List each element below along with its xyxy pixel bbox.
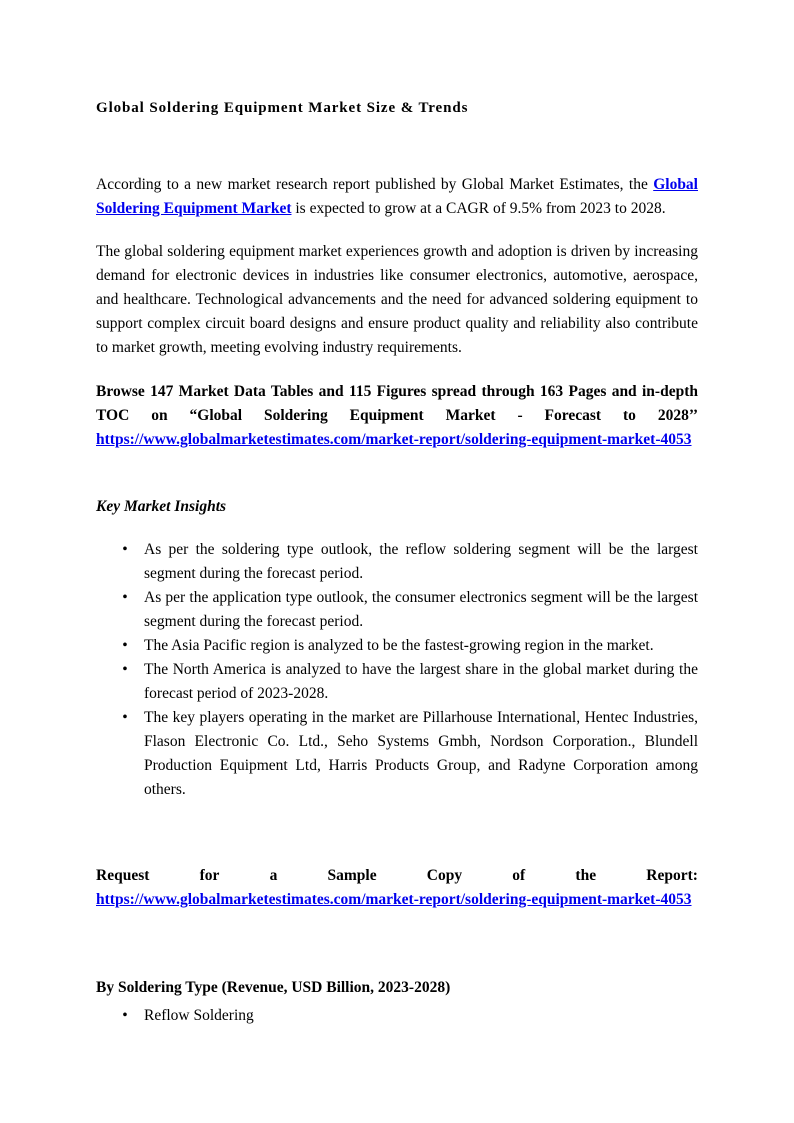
list-item bbox=[96, 1004, 698, 1028]
key-insights-heading: Key Market Insights bbox=[96, 498, 227, 515]
request-word: Report: bbox=[646, 867, 698, 884]
bullet-icon: • bbox=[122, 1007, 128, 1024]
request-sample-label bbox=[96, 864, 698, 888]
browse-text: Browse 147 Market Data Tables and 115 Figures spread through 163 Pages and in-depth TOC on “Global Soldering Equipment Market - Forecast to 2028’’ bbox=[96, 383, 698, 424]
key-insights-list bbox=[96, 538, 698, 802]
page-title: Global Soldering Equipment Market Size & Trends bbox=[96, 100, 469, 116]
bullet-icon: • bbox=[122, 661, 128, 678]
list-item bbox=[96, 706, 698, 802]
segment-qualifier: (Revenue, USD Billion, 2023-2028) bbox=[217, 979, 451, 996]
bullet-icon: • bbox=[122, 709, 128, 726]
request-word: for bbox=[199, 867, 220, 884]
market-report-link[interactable]: Global Soldering Equipment Market bbox=[96, 176, 698, 217]
request-word: of bbox=[512, 867, 526, 884]
intro-paragraph bbox=[96, 173, 698, 221]
bullet-icon: • bbox=[122, 541, 128, 558]
browse-paragraph bbox=[96, 380, 698, 452]
segment-item-text: Reflow Soldering bbox=[144, 1007, 254, 1024]
insight-text: The Asia Pacific region is analyzed to be the fastest-growing region in the market. bbox=[144, 637, 654, 654]
list-item bbox=[96, 586, 698, 634]
list-item bbox=[96, 538, 698, 586]
insight-text: The North America is analyzed to have the largest share in the global market during the forecast period of 2023-2028. bbox=[144, 661, 698, 702]
intro-suffix: is expected to grow at a CAGR of 9.5% from 2023 to 2028. bbox=[291, 200, 666, 217]
segment-heading bbox=[96, 976, 698, 1000]
soldering-type-list bbox=[96, 1004, 698, 1028]
market-growth-paragraph: The global soldering equipment market experiences growth and adoption is driven by increasing demand for electronic devices in industries like consumer electronics, automotive, aerospace, and healthcare. Technological advancements and the need for advanced soldering equipment to support complex circuit board designs and ensure product quality and reliability also contribute to market growth, meeting evolving industry requirements. bbox=[96, 243, 698, 356]
request-word: Request bbox=[96, 867, 150, 884]
request-word: the bbox=[575, 867, 597, 884]
segment-title: By Soldering Type bbox=[96, 979, 218, 996]
request-word: Copy bbox=[426, 867, 463, 884]
list-item bbox=[96, 634, 698, 658]
list-item bbox=[96, 658, 698, 706]
insight-text: The key players operating in the market are Pillarhouse International, Hentec Industries, Flason Electronic Co. Ltd., Seho Systems Gmbh, Nordson Corporation., Blundell Production Equipment Ltd, Harris Products Group, and Radyne Corporation among others. bbox=[144, 709, 698, 798]
bullet-icon: • bbox=[122, 637, 128, 654]
browse-report-url-link[interactable]: https://www.globalmarketestimates.com/market-report/soldering-equipment-market-4053 bbox=[96, 431, 692, 448]
insight-text: As per the soldering type outlook, the reflow soldering segment will be the largest segment during the forecast period. bbox=[144, 541, 698, 582]
request-sample-url-link[interactable]: https://www.globalmarketestimates.com/market-report/soldering-equipment-market-4053 bbox=[96, 891, 692, 908]
intro-prefix: According to a new market research report published by Global Market Estimates, the bbox=[96, 176, 654, 193]
request-word: Sample bbox=[327, 867, 377, 884]
bullet-icon: • bbox=[122, 589, 128, 606]
request-word: a bbox=[269, 867, 278, 884]
insight-text: As per the application type outlook, the consumer electronics segment will be the largest segment during the forecast period. bbox=[144, 589, 698, 630]
request-sample-paragraph bbox=[96, 864, 698, 912]
